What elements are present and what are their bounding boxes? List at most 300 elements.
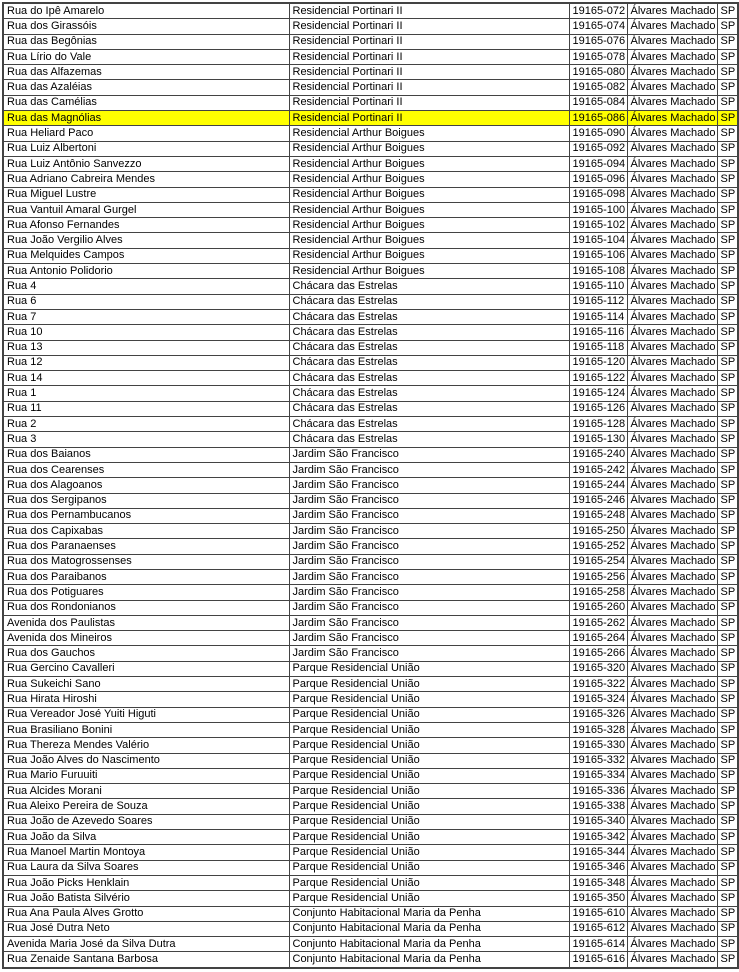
- table-row: [3, 294, 738, 309]
- cell-state: SP: [717, 830, 738, 845]
- cell-street: Rua 1: [3, 386, 289, 401]
- cell-state: SP: [717, 784, 738, 799]
- cell-neighborhood: Parque Residencial União: [289, 784, 569, 799]
- cell-state: SP: [717, 891, 738, 906]
- cell-state: SP: [717, 462, 738, 477]
- cell-cep: 19165-126: [569, 401, 627, 416]
- cell-state: SP: [717, 111, 738, 126]
- cell-city: Álvares Machado: [627, 493, 717, 508]
- cell-street: Rua Zenaide Santana Barbosa: [3, 952, 289, 968]
- cell-state: SP: [717, 248, 738, 263]
- cell-neighborhood: Residencial Portinari II: [289, 111, 569, 126]
- cell-cep: 19165-120: [569, 355, 627, 370]
- cell-street: Rua dos Alagoanos: [3, 478, 289, 493]
- cell-cep: 19165-322: [569, 677, 627, 692]
- cep-table: [2, 2, 739, 969]
- cell-state: SP: [717, 447, 738, 462]
- cell-city: Álvares Machado: [627, 80, 717, 95]
- cell-cep: 19165-112: [569, 294, 627, 309]
- cell-street: Rua João de Azevedo Soares: [3, 814, 289, 829]
- cell-state: SP: [717, 141, 738, 156]
- cell-state: SP: [717, 218, 738, 233]
- cell-city: Álvares Machado: [627, 585, 717, 600]
- cell-street: Rua 6: [3, 294, 289, 309]
- cell-neighborhood: Jardim São Francisco: [289, 478, 569, 493]
- cell-street: Rua João Picks Henklain: [3, 875, 289, 890]
- table-row: [3, 95, 738, 110]
- cell-city: Álvares Machado: [627, 65, 717, 80]
- cell-state: SP: [717, 952, 738, 968]
- cell-city: Álvares Machado: [627, 49, 717, 64]
- cell-city: Álvares Machado: [627, 692, 717, 707]
- cell-street: Rua 10: [3, 325, 289, 340]
- cell-cep: 19165-336: [569, 784, 627, 799]
- table-row: [3, 478, 738, 493]
- cell-state: SP: [717, 401, 738, 416]
- cell-cep: 19165-102: [569, 218, 627, 233]
- cell-city: Álvares Machado: [627, 325, 717, 340]
- cell-street: Rua Adriano Cabreira Mendes: [3, 172, 289, 187]
- table-row: [3, 309, 738, 324]
- cell-neighborhood: Residencial Arthur Boigues: [289, 187, 569, 202]
- cell-neighborhood: Residencial Portinari II: [289, 80, 569, 95]
- table-row: [3, 631, 738, 646]
- cell-street: Rua Thereza Mendes Valério: [3, 738, 289, 753]
- cell-city: Álvares Machado: [627, 141, 717, 156]
- cell-city: Álvares Machado: [627, 569, 717, 584]
- cell-city: Álvares Machado: [627, 615, 717, 630]
- cell-street: Rua dos Girassóis: [3, 19, 289, 34]
- table-row: [3, 921, 738, 936]
- cell-neighborhood: Parque Residencial União: [289, 677, 569, 692]
- cell-cep: 19165-124: [569, 386, 627, 401]
- cell-state: SP: [717, 600, 738, 615]
- cell-street: Rua das Camélias: [3, 95, 289, 110]
- table-row: [3, 19, 738, 34]
- cell-street: Rua Gercino Cavalleri: [3, 661, 289, 676]
- cell-cep: 19165-094: [569, 156, 627, 171]
- cell-cep: 19165-330: [569, 738, 627, 753]
- cep-table-body: [3, 3, 738, 968]
- cell-street: Rua Antonio Polidorio: [3, 264, 289, 279]
- table-row: [3, 355, 738, 370]
- cell-neighborhood: Residencial Portinari II: [289, 95, 569, 110]
- cell-state: SP: [717, 753, 738, 768]
- cell-neighborhood: Residencial Arthur Boigues: [289, 172, 569, 187]
- cell-street: Rua João Alves do Nascimento: [3, 753, 289, 768]
- cell-neighborhood: Jardim São Francisco: [289, 462, 569, 477]
- cell-street: Rua dos Capixabas: [3, 524, 289, 539]
- cell-cep: 19165-106: [569, 248, 627, 263]
- cell-cep: 19165-082: [569, 80, 627, 95]
- table-row: [3, 845, 738, 860]
- table-row: [3, 661, 738, 676]
- cell-city: Álvares Machado: [627, 187, 717, 202]
- cell-neighborhood: Residencial Portinari II: [289, 19, 569, 34]
- cell-state: SP: [717, 355, 738, 370]
- cell-cep: 19165-334: [569, 768, 627, 783]
- table-row: [3, 952, 738, 968]
- cell-neighborhood: Residencial Portinari II: [289, 34, 569, 49]
- table-row: [3, 156, 738, 171]
- cell-street: Rua Miguel Lustre: [3, 187, 289, 202]
- cell-state: SP: [717, 95, 738, 110]
- cell-state: SP: [717, 524, 738, 539]
- table-row: [3, 279, 738, 294]
- cell-city: Álvares Machado: [627, 3, 717, 19]
- cell-neighborhood: Parque Residencial União: [289, 799, 569, 814]
- cell-cep: 19165-320: [569, 661, 627, 676]
- cell-cep: 19165-262: [569, 615, 627, 630]
- cell-cep: 19165-240: [569, 447, 627, 462]
- cell-street: Rua 2: [3, 417, 289, 432]
- cell-cep: 19165-100: [569, 202, 627, 217]
- cell-street: Rua das Alfazemas: [3, 65, 289, 80]
- cell-state: SP: [717, 585, 738, 600]
- cell-street: Rua 3: [3, 432, 289, 447]
- cell-neighborhood: Parque Residencial União: [289, 753, 569, 768]
- cell-state: SP: [717, 172, 738, 187]
- table-row: [3, 371, 738, 386]
- cell-neighborhood: Residencial Arthur Boigues: [289, 126, 569, 141]
- cell-neighborhood: Residencial Arthur Boigues: [289, 141, 569, 156]
- cell-street: Rua Brasiliano Bonini: [3, 722, 289, 737]
- cell-state: SP: [717, 646, 738, 661]
- table-row: [3, 875, 738, 890]
- cell-city: Álvares Machado: [627, 906, 717, 921]
- cell-cep: 19165-252: [569, 539, 627, 554]
- cell-neighborhood: Jardim São Francisco: [289, 569, 569, 584]
- cell-city: Álvares Machado: [627, 860, 717, 875]
- table-row: [3, 34, 738, 49]
- cell-street: Rua das Magnólias: [3, 111, 289, 126]
- cell-state: SP: [717, 937, 738, 952]
- cell-state: SP: [717, 386, 738, 401]
- cell-cep: 19165-342: [569, 830, 627, 845]
- cell-cep: 19165-072: [569, 3, 627, 19]
- table-row: [3, 937, 738, 952]
- cell-state: SP: [717, 264, 738, 279]
- cell-neighborhood: Conjunto Habitacional Maria da Penha: [289, 937, 569, 952]
- cell-city: Álvares Machado: [627, 600, 717, 615]
- cell-street: Rua Sukeichi Sano: [3, 677, 289, 692]
- cell-neighborhood: Residencial Arthur Boigues: [289, 202, 569, 217]
- cell-city: Álvares Machado: [627, 722, 717, 737]
- cell-state: SP: [717, 80, 738, 95]
- table-row: [3, 722, 738, 737]
- table-row: [3, 524, 738, 539]
- cell-state: SP: [717, 3, 738, 19]
- cell-street: Rua das Begônias: [3, 34, 289, 49]
- cell-neighborhood: Parque Residencial União: [289, 692, 569, 707]
- table-row: [3, 417, 738, 432]
- cell-street: Rua João Vergilio Alves: [3, 233, 289, 248]
- cell-neighborhood: Chácara das Estrelas: [289, 432, 569, 447]
- table-row: [3, 646, 738, 661]
- cell-city: Álvares Machado: [627, 524, 717, 539]
- cell-cep: 19165-114: [569, 309, 627, 324]
- cell-cep: 19165-128: [569, 417, 627, 432]
- cell-city: Álvares Machado: [627, 202, 717, 217]
- cell-cep: 19165-260: [569, 600, 627, 615]
- cell-street: Rua José Dutra Neto: [3, 921, 289, 936]
- cell-state: SP: [717, 478, 738, 493]
- cell-city: Álvares Machado: [627, 830, 717, 845]
- table-row: [3, 126, 738, 141]
- table-row: [3, 49, 738, 64]
- cell-street: Rua 12: [3, 355, 289, 370]
- cell-street: Rua dos Gauchos: [3, 646, 289, 661]
- cell-city: Álvares Machado: [627, 661, 717, 676]
- cell-state: SP: [717, 49, 738, 64]
- cell-neighborhood: Jardim São Francisco: [289, 631, 569, 646]
- cell-street: Rua 13: [3, 340, 289, 355]
- cell-cep: 19165-098: [569, 187, 627, 202]
- cell-state: SP: [717, 417, 738, 432]
- cell-street: Rua dos Rondonianos: [3, 600, 289, 615]
- cell-neighborhood: Chácara das Estrelas: [289, 325, 569, 340]
- cell-state: SP: [717, 371, 738, 386]
- table-row: [3, 432, 738, 447]
- cell-street: Rua Heliard Paco: [3, 126, 289, 141]
- cell-neighborhood: Jardim São Francisco: [289, 615, 569, 630]
- cell-cep: 19165-348: [569, 875, 627, 890]
- cell-city: Álvares Machado: [627, 340, 717, 355]
- cell-neighborhood: Parque Residencial União: [289, 814, 569, 829]
- cell-neighborhood: Jardim São Francisco: [289, 646, 569, 661]
- cell-cep: 19165-266: [569, 646, 627, 661]
- cell-cep: 19165-250: [569, 524, 627, 539]
- cell-city: Álvares Machado: [627, 386, 717, 401]
- cell-neighborhood: Residencial Arthur Boigues: [289, 218, 569, 233]
- cell-city: Álvares Machado: [627, 646, 717, 661]
- cell-street: Rua Vantuil Amaral Gurgel: [3, 202, 289, 217]
- cell-neighborhood: Jardim São Francisco: [289, 539, 569, 554]
- cell-neighborhood: Conjunto Habitacional Maria da Penha: [289, 952, 569, 968]
- cell-cep: 19165-610: [569, 906, 627, 921]
- cell-cep: 19165-110: [569, 279, 627, 294]
- cell-street: Rua 14: [3, 371, 289, 386]
- cell-state: SP: [717, 34, 738, 49]
- cell-cep: 19165-104: [569, 233, 627, 248]
- cell-state: SP: [717, 677, 738, 692]
- cell-street: Rua 11: [3, 401, 289, 416]
- cell-state: SP: [717, 325, 738, 340]
- cell-neighborhood: Jardim São Francisco: [289, 493, 569, 508]
- cell-street: Rua Vereador José Yuiti Higuti: [3, 707, 289, 722]
- cell-street: Rua João da Silva: [3, 830, 289, 845]
- cell-state: SP: [717, 508, 738, 523]
- cell-cep: 19165-344: [569, 845, 627, 860]
- cell-state: SP: [717, 738, 738, 753]
- cell-city: Álvares Machado: [627, 172, 717, 187]
- cell-cep: 19165-086: [569, 111, 627, 126]
- cell-neighborhood: Residencial Arthur Boigues: [289, 248, 569, 263]
- cell-state: SP: [717, 126, 738, 141]
- cell-neighborhood: Parque Residencial União: [289, 707, 569, 722]
- cell-cep: 19165-256: [569, 569, 627, 584]
- cell-city: Álvares Machado: [627, 814, 717, 829]
- cell-cep: 19165-248: [569, 508, 627, 523]
- cell-city: Álvares Machado: [627, 462, 717, 477]
- cell-state: SP: [717, 309, 738, 324]
- table-row: [3, 172, 738, 187]
- table-row: [3, 447, 738, 462]
- cell-cep: 19165-616: [569, 952, 627, 968]
- cell-city: Álvares Machado: [627, 768, 717, 783]
- cell-neighborhood: Chácara das Estrelas: [289, 355, 569, 370]
- cell-street: Rua dos Paraibanos: [3, 569, 289, 584]
- cell-street: Rua Mario Furuuiti: [3, 768, 289, 783]
- cell-city: Álvares Machado: [627, 921, 717, 936]
- cell-city: Álvares Machado: [627, 753, 717, 768]
- table-row: [3, 508, 738, 523]
- table-row: [3, 233, 738, 248]
- cell-state: SP: [717, 202, 738, 217]
- cell-state: SP: [717, 19, 738, 34]
- table-row: [3, 738, 738, 753]
- cell-neighborhood: Chácara das Estrelas: [289, 386, 569, 401]
- cell-street: Rua dos Potiguares: [3, 585, 289, 600]
- cell-cep: 19165-080: [569, 65, 627, 80]
- table-row: [3, 569, 738, 584]
- cell-cep: 19165-328: [569, 722, 627, 737]
- cell-cep: 19165-332: [569, 753, 627, 768]
- cell-street: Rua dos Pernambucanos: [3, 508, 289, 523]
- cell-state: SP: [717, 860, 738, 875]
- cell-city: Álvares Machado: [627, 111, 717, 126]
- cell-neighborhood: Residencial Arthur Boigues: [289, 233, 569, 248]
- cell-neighborhood: Parque Residencial União: [289, 661, 569, 676]
- cell-city: Álvares Machado: [627, 264, 717, 279]
- cell-city: Álvares Machado: [627, 875, 717, 890]
- cell-neighborhood: Chácara das Estrelas: [289, 417, 569, 432]
- cell-neighborhood: Jardim São Francisco: [289, 508, 569, 523]
- table-row: [3, 891, 738, 906]
- cell-city: Álvares Machado: [627, 371, 717, 386]
- cell-street: Rua do Ipê Amarelo: [3, 3, 289, 19]
- table-row: [3, 585, 738, 600]
- cell-state: SP: [717, 279, 738, 294]
- cell-state: SP: [717, 921, 738, 936]
- cell-street: Avenida dos Mineiros: [3, 631, 289, 646]
- table-row: [3, 80, 738, 95]
- cell-city: Álvares Machado: [627, 631, 717, 646]
- cell-street: Rua Lírio do Vale: [3, 49, 289, 64]
- cell-city: Álvares Machado: [627, 401, 717, 416]
- cell-city: Álvares Machado: [627, 784, 717, 799]
- cell-state: SP: [717, 768, 738, 783]
- cell-cep: 19165-258: [569, 585, 627, 600]
- cell-neighborhood: Jardim São Francisco: [289, 585, 569, 600]
- table-row: [3, 539, 738, 554]
- cell-state: SP: [717, 340, 738, 355]
- cell-cep: 19165-096: [569, 172, 627, 187]
- cell-state: SP: [717, 814, 738, 829]
- cell-state: SP: [717, 906, 738, 921]
- cell-neighborhood: Parque Residencial União: [289, 860, 569, 875]
- cell-neighborhood: Parque Residencial União: [289, 875, 569, 890]
- table-row: [3, 707, 738, 722]
- cell-cep: 19165-092: [569, 141, 627, 156]
- table-row: [3, 814, 738, 829]
- cell-cep: 19165-242: [569, 462, 627, 477]
- cell-neighborhood: Jardim São Francisco: [289, 447, 569, 462]
- cell-neighborhood: Residencial Portinari II: [289, 65, 569, 80]
- cell-state: SP: [717, 432, 738, 447]
- cell-street: Rua Ana Paula Alves Grotto: [3, 906, 289, 921]
- cell-state: SP: [717, 156, 738, 171]
- cell-neighborhood: Jardim São Francisco: [289, 524, 569, 539]
- cell-neighborhood: Residencial Portinari II: [289, 49, 569, 64]
- cell-city: Álvares Machado: [627, 891, 717, 906]
- cell-cep: 19165-078: [569, 49, 627, 64]
- table-row: [3, 218, 738, 233]
- cell-neighborhood: Jardim São Francisco: [289, 600, 569, 615]
- cell-city: Álvares Machado: [627, 156, 717, 171]
- cell-city: Álvares Machado: [627, 233, 717, 248]
- cell-cep: 19165-122: [569, 371, 627, 386]
- cell-cep: 19165-084: [569, 95, 627, 110]
- cell-city: Álvares Machado: [627, 707, 717, 722]
- cell-state: SP: [717, 875, 738, 890]
- cell-state: SP: [717, 722, 738, 737]
- cell-street: Rua dos Matogrossenses: [3, 554, 289, 569]
- cell-cep: 19165-076: [569, 34, 627, 49]
- table-row: [3, 615, 738, 630]
- cell-street: Avenida Maria José da Silva Dutra: [3, 937, 289, 952]
- cell-city: Álvares Machado: [627, 279, 717, 294]
- cell-city: Álvares Machado: [627, 34, 717, 49]
- cell-cep: 19165-118: [569, 340, 627, 355]
- cell-cep: 19165-614: [569, 937, 627, 952]
- cell-street: Rua Laura da Silva Soares: [3, 860, 289, 875]
- cell-street: Rua Hirata Hiroshi: [3, 692, 289, 707]
- cell-cep: 19165-338: [569, 799, 627, 814]
- cell-state: SP: [717, 554, 738, 569]
- cell-city: Álvares Machado: [627, 248, 717, 263]
- cell-street: Rua Melquides Campos: [3, 248, 289, 263]
- cell-city: Álvares Machado: [627, 539, 717, 554]
- cell-cep: 19165-244: [569, 478, 627, 493]
- cell-neighborhood: Chácara das Estrelas: [289, 371, 569, 386]
- cell-neighborhood: Residencial Arthur Boigues: [289, 264, 569, 279]
- cell-neighborhood: Chácara das Estrelas: [289, 279, 569, 294]
- cell-neighborhood: Residencial Arthur Boigues: [289, 156, 569, 171]
- cell-street: Rua Luiz Antônio Sanvezzo: [3, 156, 289, 171]
- table-row: [3, 264, 738, 279]
- cell-state: SP: [717, 631, 738, 646]
- cell-neighborhood: Parque Residencial União: [289, 722, 569, 737]
- cell-neighborhood: Parque Residencial União: [289, 830, 569, 845]
- table-row: [3, 248, 738, 263]
- cell-street: Rua João Batista Silvério: [3, 891, 289, 906]
- cell-neighborhood: Parque Residencial União: [289, 845, 569, 860]
- table-row: [3, 906, 738, 921]
- cell-street: Rua dos Baianos: [3, 447, 289, 462]
- cell-street: Rua 4: [3, 279, 289, 294]
- cell-city: Álvares Machado: [627, 799, 717, 814]
- cell-neighborhood: Jardim São Francisco: [289, 554, 569, 569]
- table-row: [3, 325, 738, 340]
- cell-neighborhood: Chácara das Estrelas: [289, 294, 569, 309]
- cell-cep: 19165-326: [569, 707, 627, 722]
- cell-neighborhood: Conjunto Habitacional Maria da Penha: [289, 906, 569, 921]
- table-row: [3, 692, 738, 707]
- cell-city: Álvares Machado: [627, 355, 717, 370]
- table-row: [3, 65, 738, 80]
- cell-neighborhood: Residencial Portinari II: [289, 3, 569, 19]
